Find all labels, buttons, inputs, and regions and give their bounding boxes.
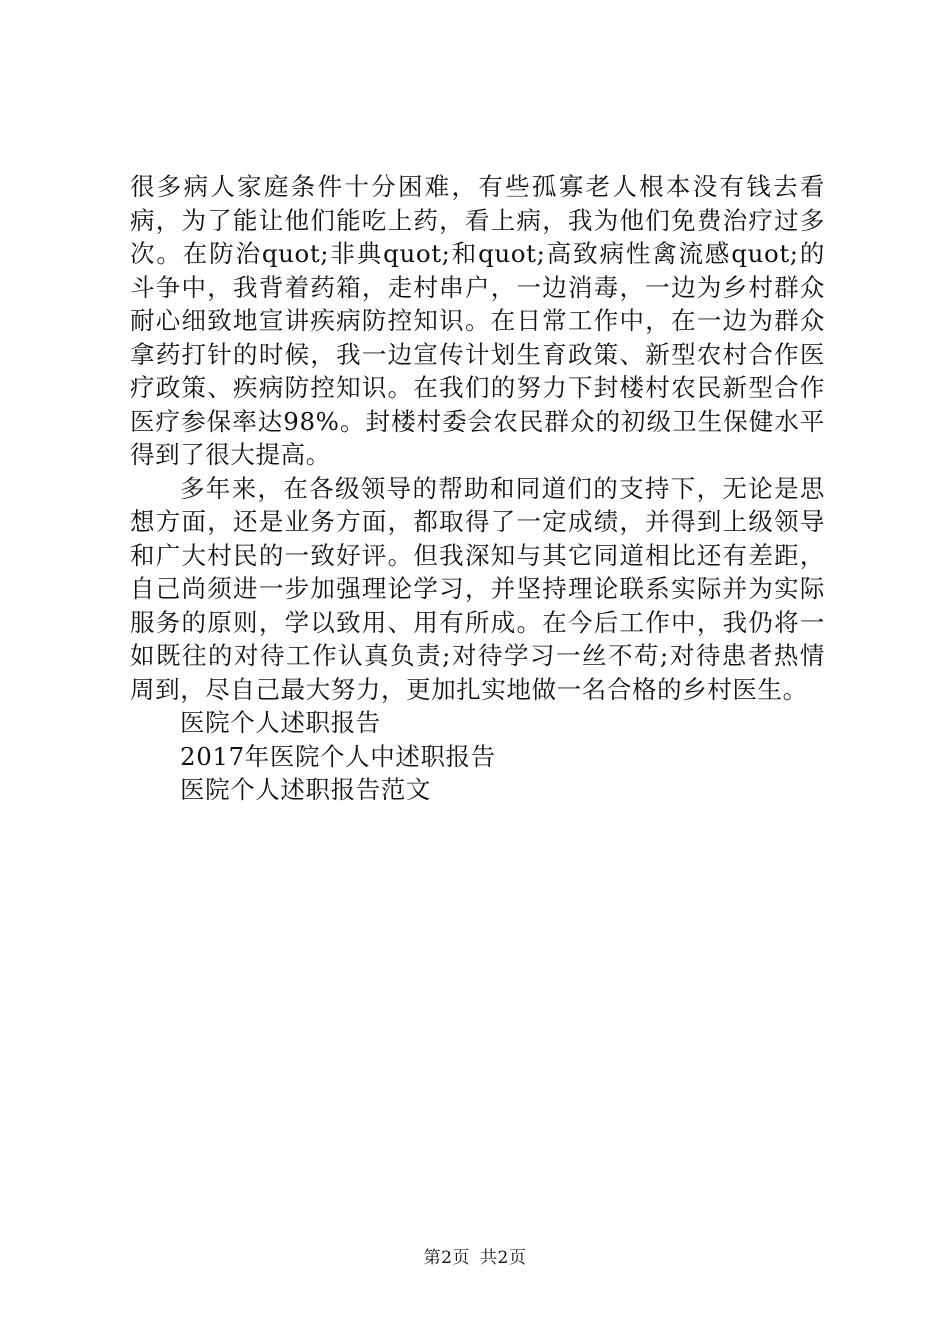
paragraph: 很多病人家庭条件十分困难，有些孤寡老人根本没有钱去看病，为了能让他们能吃上药，看上病，我为他们免费治疗过多次。在防治quot;非典quot;和quot;高致病性禽流感quot;的斗争中，我背着药箱，走村串户，一边消毒，一边为乡村群众耐心细致地宣讲疾病防控知识。在日常工作中，在一边为群众拿药打针的时候，我一边宣传计划生育政策、新型农村合作医疗政策、疾病防控知识。在我们的努力下封楼村农民新型合作医疗参保率达98%。封楼村委会农民群众的初级卫生保健水平得到了很大提高。 [130, 172, 825, 469]
page-total: 共2页 [480, 1248, 527, 1268]
document-body [130, 170, 825, 807]
related-title[interactable]: 2017年医院个人中述职报告 [180, 741, 496, 771]
page-footer [0, 1243, 950, 1268]
paragraph: 多年来，在各级领导的帮助和同道们的支持下，无论是思想方面，还是业务方面，都取得了一定成绩，并得到上级领导和广大村民的一致好评。但我深知与其它同道相比还有差距，自己尚须进一步加强理论学习，并坚持理论联系实际并为实际服务的原则，学以致用、用有所成。在今后工作中，我仍将一如既往的对待工作认真负责;对待学习一丝不苟;对待患者热情周到，尽自己最大努力，更加扎实地做一名合格的乡村医生。 [130, 473, 825, 704]
related-title[interactable]: 医院个人述职报告范文 [180, 775, 431, 804]
related-titles-list [130, 706, 825, 807]
page-number: 第2页 [423, 1248, 470, 1268]
related-title[interactable]: 医院个人述职报告 [180, 708, 381, 737]
